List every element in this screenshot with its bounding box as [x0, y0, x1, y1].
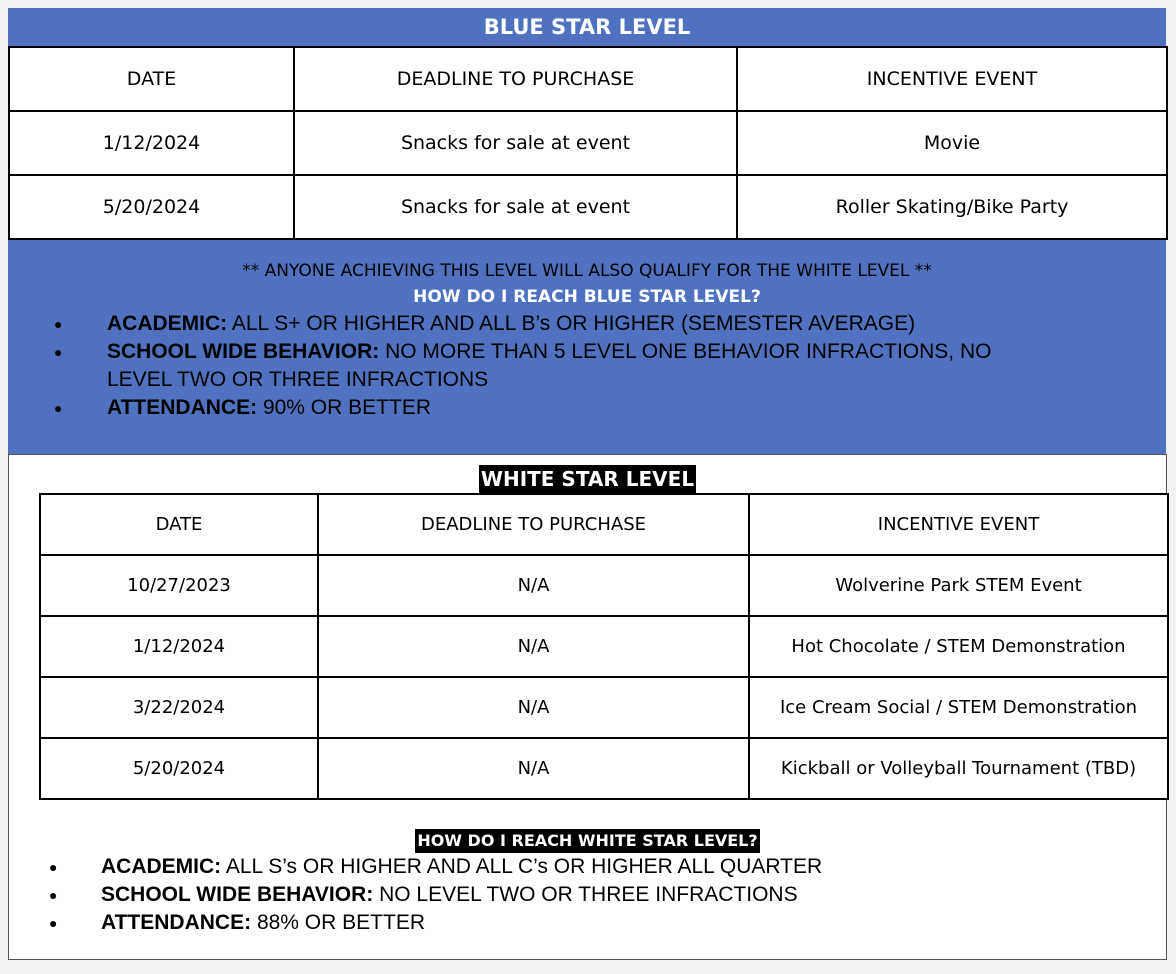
cell-incentive: Kickball or Volleyball Tournament (TBD)	[749, 738, 1168, 799]
requirement-label: SCHOOL WIDE BEHAVIOR:	[101, 883, 374, 906]
requirement-label: ATTENDANCE:	[101, 911, 252, 934]
blue-star-notes	[8, 258, 1166, 422]
requirement-text: 90% OR BETTER	[257, 396, 431, 419]
bullet-icon: ●	[54, 400, 63, 416]
bullet-icon: ●	[49, 915, 58, 931]
blue-star-requirements	[8, 310, 1166, 422]
table-row	[40, 616, 1168, 677]
requirement-label: ATTENDANCE:	[107, 396, 258, 419]
qualify-note: ** ANYONE ACHIEVING THIS LEVEL WILL ALSO QUALIFY FOR THE WHITE LEVEL **	[242, 261, 932, 281]
requirement-label: ACADEMIC:	[101, 855, 222, 878]
cell-incentive: Ice Cream Social / STEM Demonstration	[749, 677, 1168, 738]
list-item	[9, 909, 1166, 937]
cell-incentive: Movie	[737, 111, 1167, 175]
requirement-label: ACADEMIC:	[107, 312, 228, 335]
cell-date: 1/12/2024	[40, 616, 318, 677]
cell-date: 5/20/2024	[40, 738, 318, 799]
cell-date: 10/27/2023	[40, 555, 318, 616]
cell-deadline: N/A	[318, 616, 749, 677]
white-star-table	[39, 493, 1169, 800]
header-date: DATE	[40, 494, 318, 555]
bullet-icon: ●	[49, 887, 58, 903]
cell-deadline: N/A	[318, 555, 749, 616]
requirement-label: SCHOOL WIDE BEHAVIOR:	[107, 340, 380, 363]
list-item-continuation	[8, 366, 1166, 394]
blue-star-title: BLUE STAR LEVEL	[483, 15, 691, 39]
list-item	[8, 338, 1166, 366]
header-date: DATE	[9, 47, 294, 111]
header-incentive: INCENTIVE EVENT	[737, 47, 1167, 111]
white-star-requirements	[9, 853, 1166, 937]
table-row	[9, 175, 1167, 239]
header-deadline: DEADLINE TO PURCHASE	[294, 47, 737, 111]
requirement-text: 88% OR BETTER	[251, 911, 425, 934]
bullet-icon: ●	[49, 859, 58, 875]
list-item	[9, 881, 1166, 909]
requirement-text: NO MORE THAN 5 LEVEL ONE BEHAVIOR INFRACTIONS, NO	[379, 340, 992, 363]
requirement-text: ALL S+ OR HIGHER AND ALL B’s OR HIGHER (SEMESTER AVERAGE)	[227, 312, 916, 335]
table-header-row	[9, 47, 1167, 111]
blue-star-table	[8, 46, 1168, 240]
cell-deadline: N/A	[318, 677, 749, 738]
requirement-text: ALL S’s OR HIGHER AND ALL C’s OR HIGHER ALL QUARTER	[221, 855, 823, 878]
header-incentive: INCENTIVE EVENT	[749, 494, 1168, 555]
bullet-icon: ●	[54, 316, 63, 332]
bullet-icon: ●	[54, 344, 63, 360]
table-header-row	[40, 494, 1168, 555]
header-deadline: DEADLINE TO PURCHASE	[318, 494, 749, 555]
list-item	[8, 310, 1166, 338]
cell-date: 3/22/2024	[40, 677, 318, 738]
cell-incentive: Hot Chocolate / STEM Demonstration	[749, 616, 1168, 677]
table-row	[40, 738, 1168, 799]
requirement-text: NO LEVEL TWO OR THREE INFRACTIONS	[373, 883, 798, 906]
list-item	[9, 853, 1166, 881]
blue-star-section	[8, 8, 1166, 454]
blue-star-question: HOW DO I REACH BLUE STAR LEVEL?	[413, 287, 761, 307]
white-star-title: WHITE STAR LEVEL	[480, 467, 695, 491]
list-item	[8, 394, 1166, 422]
white-star-question: HOW DO I REACH WHITE STAR LEVEL?	[415, 829, 759, 853]
cell-incentive: Wolverine Park STEM Event	[749, 555, 1168, 616]
table-row	[9, 111, 1167, 175]
cell-deadline: Snacks for sale at event	[294, 111, 737, 175]
cell-incentive: Roller Skating/Bike Party	[737, 175, 1167, 239]
white-star-section	[8, 454, 1167, 960]
cell-deadline: Snacks for sale at event	[294, 175, 737, 239]
cell-deadline: N/A	[318, 738, 749, 799]
cell-date: 1/12/2024	[9, 111, 294, 175]
requirement-text: LEVEL TWO OR THREE INFRACTIONS	[107, 368, 489, 391]
cell-date: 5/20/2024	[9, 175, 294, 239]
table-row	[40, 555, 1168, 616]
table-row	[40, 677, 1168, 738]
